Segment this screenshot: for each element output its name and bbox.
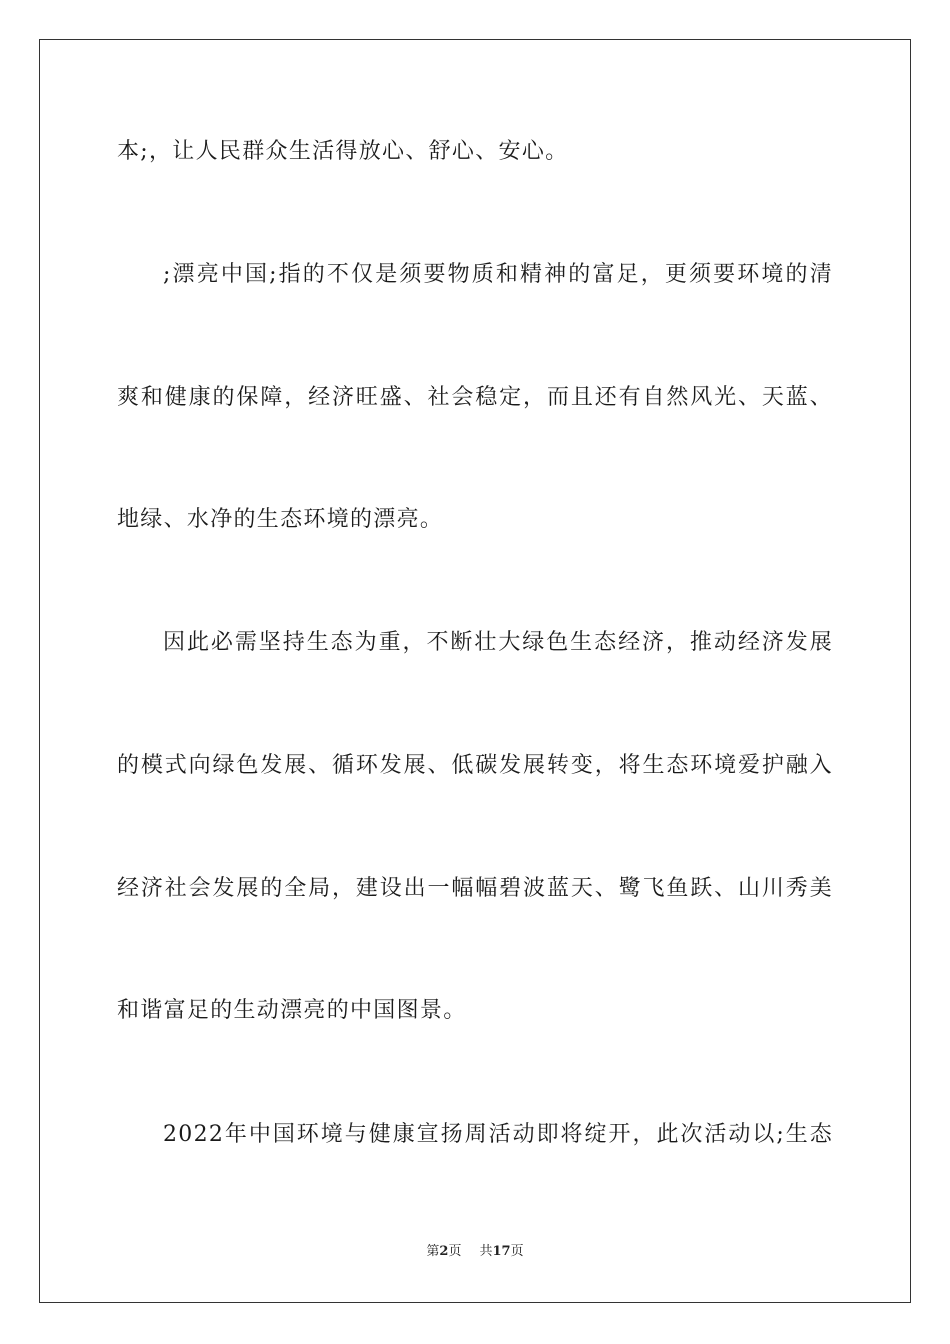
page-suffix: 页 [448, 1244, 462, 1259]
page-number: 2 [439, 1244, 449, 1259]
text-line-6: 的模式向绿色发展、循环发展、低碳发展转变，将生态环境爱护融入 [117, 753, 833, 778]
page-footer [0, 1243, 950, 1261]
total-suffix: 页 [510, 1244, 524, 1259]
text-line-1: 本;，让人民群众生活得放心、舒心、安心。 [117, 139, 569, 164]
text-line-8: 和谐富足的生动漂亮的中国图景。 [117, 998, 467, 1023]
text-line-9: 2022年中国环境与健康宣扬周活动即将绽开，此次活动以;生态 [163, 1122, 833, 1147]
text-line-7: 经济社会发展的全局，建设出一幅幅碧波蓝天、鹭飞鱼跃、山川秀美 [117, 876, 833, 901]
text-line-3: 爽和健康的保障，经济旺盛、社会稳定，而且还有自然风光、天蓝、 [117, 385, 833, 410]
page-prefix: 第 [426, 1244, 440, 1259]
page-border [39, 39, 911, 1303]
total-pages: 17 [492, 1244, 511, 1259]
text-line-5: 因此必需坚持生态为重，不断壮大绿色生态经济，推动经济发展 [163, 630, 833, 655]
total-prefix: 共 [479, 1244, 493, 1259]
text-line-2: ;漂亮中国;指的不仅是须要物质和精神的富足，更须要环境的清 [163, 262, 833, 287]
text-line-4: 地绿、水净的生态环境的漂亮。 [117, 507, 444, 532]
